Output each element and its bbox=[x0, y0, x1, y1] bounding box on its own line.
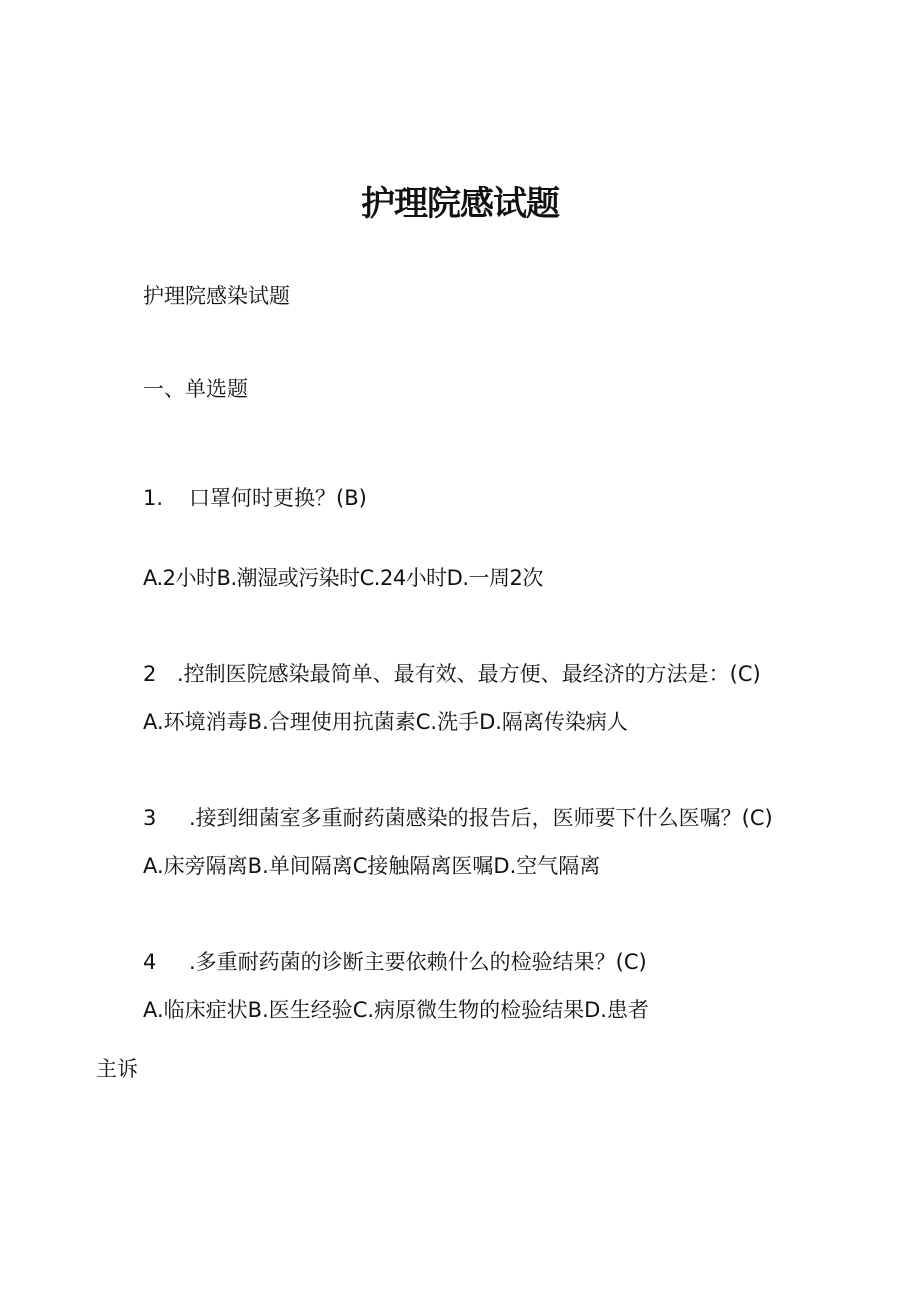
section-heading: 一、单选题 bbox=[143, 377, 248, 401]
question-4 bbox=[143, 950, 647, 975]
question-1-options: A.2小时B.潮湿或污染时C.24小时D.一周2次 bbox=[143, 566, 543, 590]
document-subtitle: 护理院感染试题 bbox=[143, 284, 290, 308]
question-1 bbox=[143, 486, 367, 511]
question-2 bbox=[143, 662, 761, 687]
question-4-options: A.临床症状B.医生经验C.病原微生物的检验结果D.患者 bbox=[143, 998, 649, 1022]
question-2-number: 2 bbox=[143, 662, 157, 686]
question-1-text: 口罩何时更换？(B) bbox=[189, 486, 367, 510]
question-4-options-continued: 主诉 bbox=[96, 1057, 138, 1081]
question-3-options: A.床旁隔离B.单间隔离C接触隔离医嘱D.空气隔离 bbox=[143, 854, 601, 878]
question-1-number: 1. bbox=[143, 486, 164, 510]
document-title: 护理院感试题 bbox=[361, 184, 559, 224]
question-3 bbox=[143, 806, 773, 831]
question-2-options: A.环境消毒B.合理使用抗菌素C.洗手D.隔离传染病人 bbox=[143, 710, 628, 734]
question-4-number: 4 bbox=[143, 950, 157, 974]
question-3-text: .接到细菌室多重耐药菌感染的报告后，医师要下什么医嘱？(C) bbox=[189, 806, 773, 830]
question-4-text: .多重耐药菌的诊断主要依赖什么的检验结果？(C) bbox=[189, 950, 647, 974]
question-3-number: 3 bbox=[143, 806, 157, 830]
question-2-text: .控制医院感染最简单、最有效、最方便、最经济的方法是：(C) bbox=[177, 662, 761, 686]
